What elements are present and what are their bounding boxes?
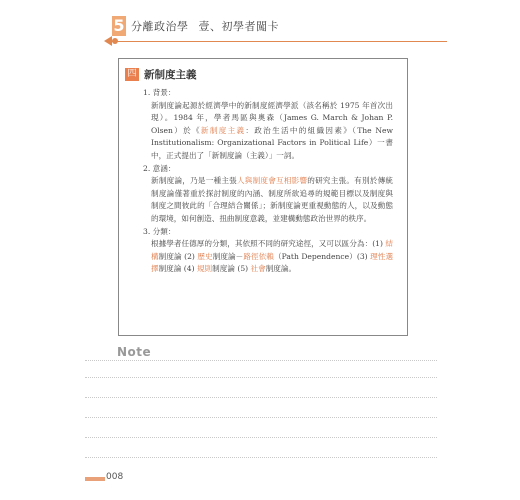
highlight-term: 路徑依賴 bbox=[243, 251, 274, 261]
item-paragraph bbox=[151, 100, 393, 163]
content-box bbox=[118, 58, 408, 336]
paragraph-text: 新制度論，乃是一種主張 bbox=[151, 176, 237, 186]
page-number: 008 bbox=[106, 472, 124, 482]
item-label: 3. 分類： bbox=[143, 226, 176, 236]
paragraph-text: 制度論 (4) bbox=[158, 264, 197, 274]
note-line bbox=[85, 417, 437, 418]
paragraph-text: 的研究主張。有別於傳統制度論僅著重於探討制度的內涵、制度所欲追尋的規範目標以及制度與制度之間彼此的「合理結合關係」；新制度論更重視動態的人，以及動態的環境，如何創造、扭曲制度意義，並建構動態政治世界的秩序。 bbox=[151, 176, 394, 223]
header-subtitle: 壹、初學者闖卡 bbox=[198, 20, 279, 33]
highlight-term: 規則 bbox=[196, 264, 213, 274]
item-paragraph bbox=[151, 238, 393, 276]
item-paragraph bbox=[151, 175, 393, 225]
note-line bbox=[85, 360, 437, 361]
highlight-term: 結構 bbox=[151, 239, 393, 261]
dot-icon bbox=[112, 38, 118, 44]
section-header bbox=[125, 67, 197, 81]
paragraph-text: 制度論－ bbox=[212, 251, 244, 261]
item-meaning bbox=[143, 163, 393, 226]
item-label: 2. 意涵： bbox=[143, 163, 176, 173]
item-background bbox=[143, 87, 393, 163]
section-number: 四 bbox=[125, 68, 139, 81]
item-label: 1. 背景： bbox=[143, 88, 176, 97]
paragraph-text: 制度論 (5) bbox=[212, 264, 251, 274]
paragraph-text: ：政治生活中的組織因素》（The New Institutionalism: Organizational Factors in Political Life）一書中，正式提出了「新制度論（主義）」一詞。 bbox=[151, 125, 394, 160]
book-title: 分離政治學 bbox=[131, 20, 189, 33]
paragraph-text: （Path Dependence）(3) bbox=[273, 251, 371, 261]
note-line bbox=[85, 437, 437, 438]
header-title bbox=[131, 18, 279, 34]
page-number-bar bbox=[85, 477, 105, 481]
highlight-term: 新制度主義 bbox=[200, 125, 246, 135]
highlight-term: 理性選擇 bbox=[151, 251, 394, 274]
note-label: Note bbox=[117, 345, 152, 359]
chapter-badge: 5 bbox=[113, 16, 125, 35]
paragraph-text: 制度論 (2) bbox=[158, 251, 198, 261]
note-line bbox=[85, 457, 437, 458]
paragraph-text: 制度論。 bbox=[265, 264, 297, 274]
highlight-term: 人與制度會互相影響 bbox=[236, 176, 308, 186]
note-line bbox=[85, 377, 437, 378]
arrow-left-icon bbox=[104, 36, 112, 46]
paragraph-text: 新制度論起源於經濟學中的新制度經濟學派（該名稱於 1975 年首次出現）。1984 年，學者馬區與奧森（James G. March & Johan P. Olsen）於《 bbox=[151, 100, 393, 135]
paragraph-text: 根據學者任德厚的分類，其依照不同的研究途徑，又可以區分為：(1) bbox=[151, 239, 386, 249]
highlight-term: 社會 bbox=[250, 264, 266, 274]
highlight-term: 歷史 bbox=[197, 251, 213, 261]
section-body bbox=[143, 87, 393, 276]
header-divider bbox=[112, 41, 447, 42]
section-title: 新制度主義 bbox=[144, 68, 197, 81]
note-line bbox=[85, 397, 437, 398]
item-classification bbox=[143, 226, 393, 276]
